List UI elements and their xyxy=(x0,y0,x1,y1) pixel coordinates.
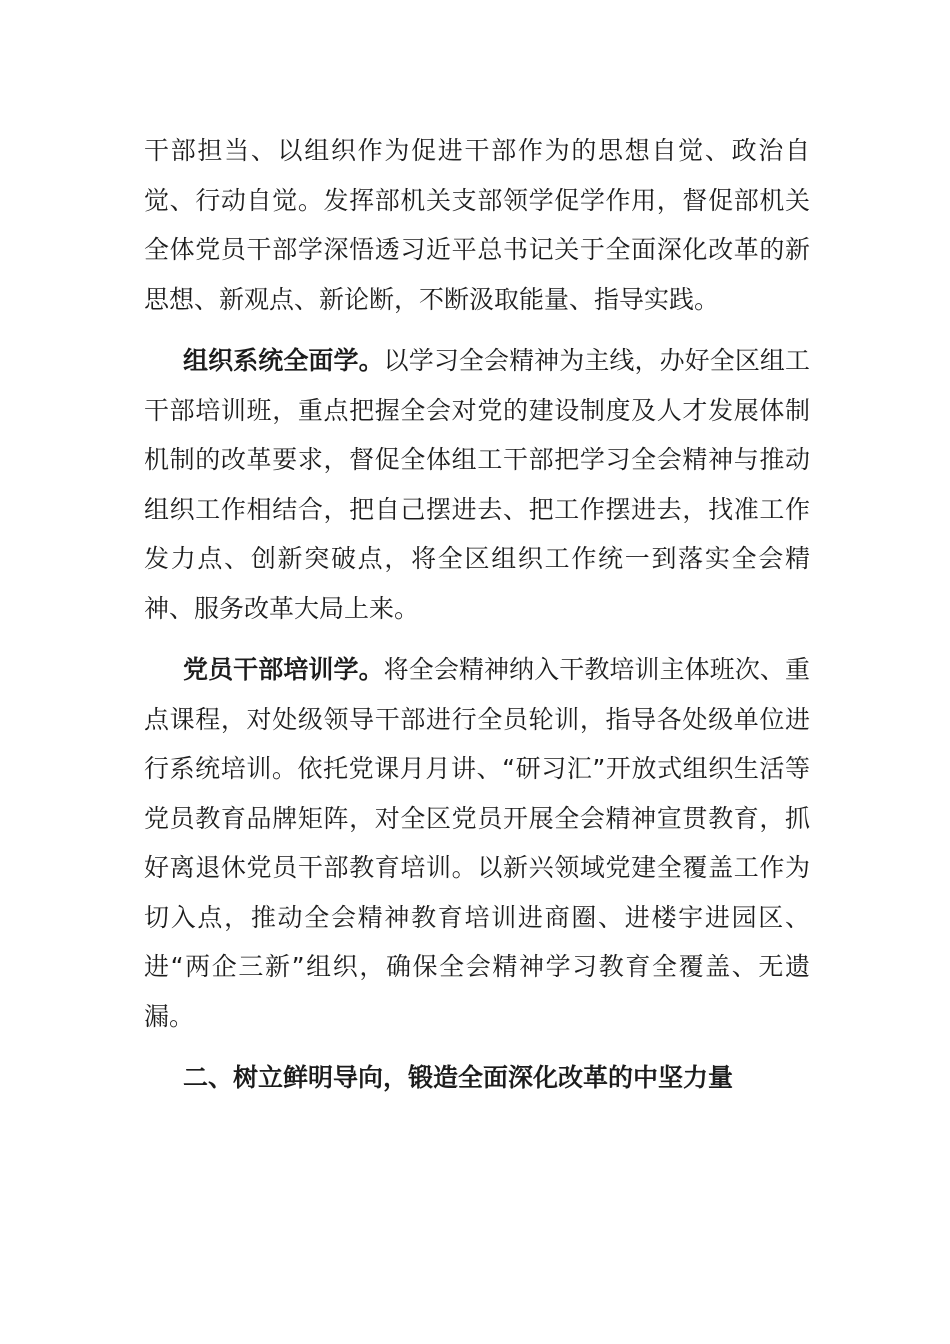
paragraph-lead: 党员干部培训学。 xyxy=(183,655,384,684)
paragraph-cadre-training-study xyxy=(144,645,810,1041)
paragraph-lead: 组织系统全面学。 xyxy=(183,346,384,375)
paragraph-text: 干部担当、以组织作为促进干部作为的思想自觉、政治自觉、行动自觉。发挥部机关支部领学促学作用，督促部机关全体党员干部学深悟透习近平总书记关于全面深化改革的新思想、新观点、新论断，不断汲取能量、指导实践。 xyxy=(144,136,810,314)
paragraph-continuation xyxy=(144,126,810,324)
paragraph-text: 以学习全会精神为主线，办好全区组工干部培训班，重点把握全会对党的建设制度及人才发展体制机制的改革要求，督促全体组工干部把学习全会精神与推动组织工作相结合，把自己摆进去、把工作摆进去，找准工作发力点、创新突破点，将全区组织工作统一到落实全会精神、服务改革大局上来。 xyxy=(144,346,810,623)
document-body xyxy=(144,126,810,1115)
paragraph-organization-system-study xyxy=(144,336,810,633)
section-heading: 二、树立鲜明导向，锻造全面深化改革的中坚力量 xyxy=(183,1063,734,1092)
paragraph-text: 将全会精神纳入干教培训主体班次、重点课程，对处级领导干部进行全员轮训，指导各处级单位进行系统培训。依托党课月月讲、“研习汇”开放式组织生活等党员教育品牌矩阵，对全区党员开展全会精神宣贯教育，抓好离退休党员干部教育培训。以新兴领域党建全覆盖工作为切入点，推动全会精神教育培训进商圈、进楼宇进园区、进“两企三新”组织，确保全会精神学习教育全覆盖、无遗漏。 xyxy=(144,655,810,1031)
